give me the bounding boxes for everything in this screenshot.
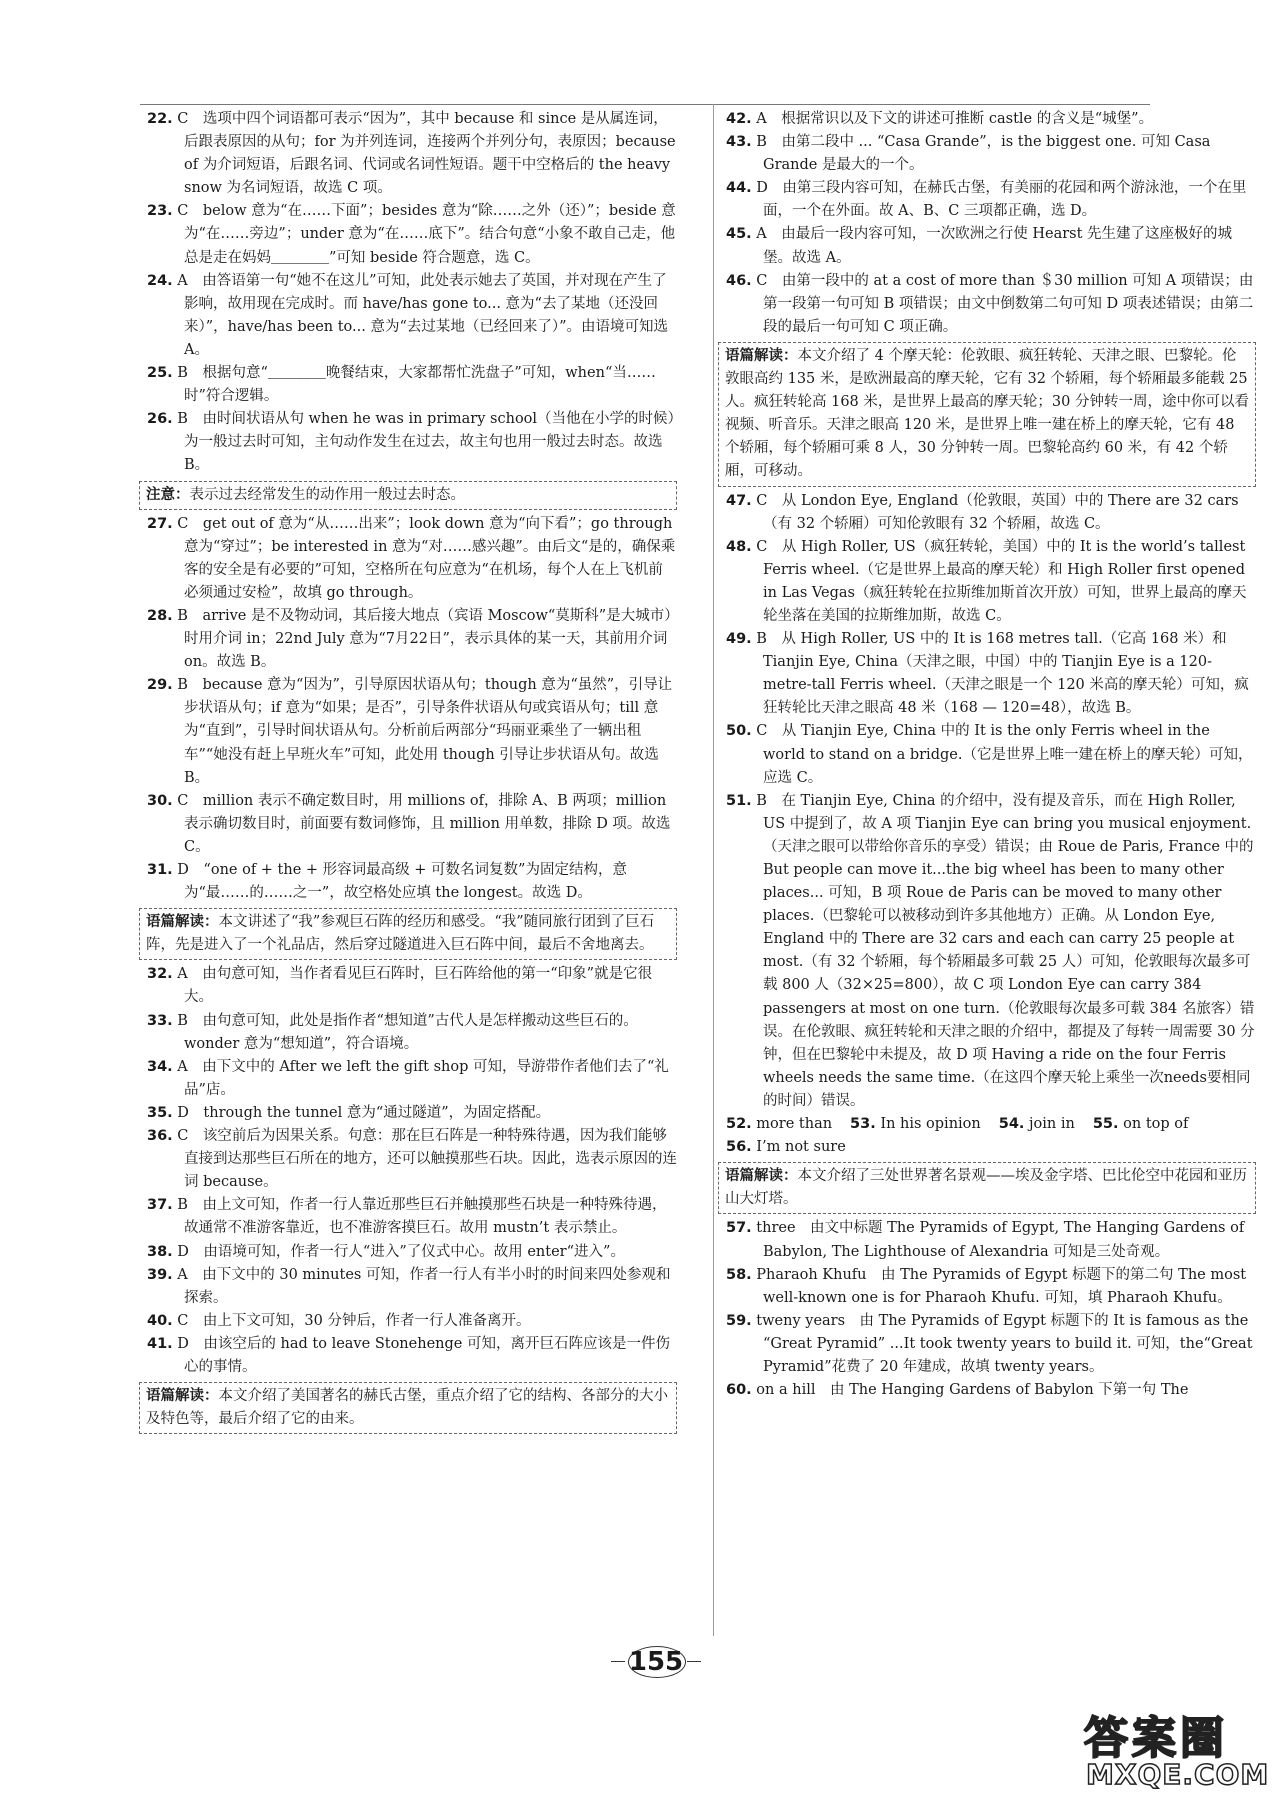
- answer-inline-item: [999, 1116, 1075, 1132]
- answer-text: D 由该空后的 had to leave Stonehenge 可知，离开巨石阵应该是一件伤心的事情。: [177, 1335, 670, 1375]
- note-box: [139, 1382, 677, 1434]
- note-box-title: 语篇解读：: [146, 1388, 219, 1405]
- answer-text: D 由第三段内容可知，在赫氏古堡，有美丽的花园和两个游泳池，一个在里面，一个在外面。故 A、B、C 三项都正确，选 D。: [756, 180, 1247, 220]
- answer-number: 55.: [1092, 1116, 1119, 1133]
- watermark-bottom-text: MXQE.COM: [1086, 1758, 1270, 1791]
- note-box-text: 本文介绍了三处世界著名景观——埃及金字塔、巴比伦空中花园和亚历山大灯塔。: [725, 1168, 1247, 1208]
- answer-text: B 从 High Roller, US 中的 It is 168 metres tall.（它高 168 米）和 Tianjin Eye, China（天津之眼，中国）中的 Tianjin Eye is a 120-metre-tall Ferris wheel.（天津之眼是一个 120 米高的摩天轮）可知，疯狂转轮比天津之眼高 48 米（168 — 120=48），故选 B。: [756, 631, 1249, 717]
- answer-text: A 根据常识以及下文的讲述可推断 castle 的含义是“城堡”。: [756, 111, 1154, 127]
- answer-inline-item: [1093, 1116, 1189, 1132]
- answer-text: A 由下文中的 30 minutes 可知，作者一行人有半小时的时间来四处参观和探索。: [177, 1266, 671, 1306]
- answer-text: Pharaoh Khufu 由 The Pyramids of Egypt 标题下的第二句 The most well-known one is for Pharaoh Khufu. 可知，填 Pharaoh Khufu。: [756, 1266, 1251, 1306]
- answer-number: 29.: [147, 677, 173, 694]
- answer-number: 40.: [147, 1312, 173, 1329]
- answer-text: B 由时间状语从句 when he was in primary school（当他在小学的时候）为一般过去时可知，主句动作发生在过去，故主句也用一般过去时态。故选 B。: [177, 411, 675, 474]
- answer-item: [147, 859, 677, 905]
- answer-item: [726, 490, 1256, 536]
- answer-text: C 选项中四个词语都可表示“因为”，其中 because 和 since 是从属连词，后跟表原因的从句；for 为并列连词，连接两个并列分句，表原因；because of 为介词短语，后跟名词、代词或名词性短语。题干中空格后的 the heavy snow 为名词短语，故选 C 项。: [177, 111, 681, 197]
- answer-inline-row: [726, 1113, 1256, 1136]
- answer-text: A 由最后一段内容可知，一次欧洲之行使 Hearst 先生建了这座极好的城堡。故选 A。: [756, 226, 1233, 266]
- answer-item: [147, 674, 677, 789]
- answer-number: 60.: [726, 1382, 752, 1399]
- answer-item: [147, 1194, 677, 1240]
- answer-inline-item: [726, 1116, 832, 1132]
- page-number-text: 155: [628, 1647, 684, 1677]
- answer-item: [147, 790, 677, 859]
- answer-text: C million 表示不确定数目时，用 millions of，排除 A、B 两项；million 表示确切数目时，前面要有数词修饰，且 million 用单数，排除 D 项。故选 C。: [177, 792, 676, 855]
- answer-text: D “one of + the + 形容词最高级 + 可数名词复数”为固定结构，意为“最……的……之一”，故空格处应填 the longest。故选 D。: [177, 862, 627, 902]
- answer-number: 57.: [726, 1220, 752, 1237]
- answer-inline-row: [726, 1136, 1256, 1159]
- answer-number: 27.: [147, 515, 173, 532]
- answer-number: 46.: [726, 272, 752, 289]
- answer-number: 25.: [147, 365, 173, 382]
- answer-number: 53.: [850, 1116, 876, 1133]
- answer-item: [147, 1010, 677, 1056]
- answer-item: [726, 177, 1256, 223]
- answer-text: A 由答语第一句“她不在这儿”可知，此处表示她去了英国，并对现在产生了影响，故用现在完成时。而 have/has gone to... 意为“去了某地（还没回来）”，have/has been to... 意为“去过某地（已经回来了）”。由语境可知选 A。: [177, 272, 673, 358]
- answer-text: D through the tunnel 意为“通过隧道”，为固定搭配。: [177, 1104, 551, 1121]
- answer-item: [726, 1217, 1256, 1263]
- note-box: [139, 481, 677, 510]
- answer-number: 58.: [726, 1266, 752, 1283]
- answer-number: 56.: [726, 1139, 752, 1156]
- answer-text: I’m not sure: [756, 1139, 846, 1156]
- note-box-text: 表示过去经常发生的动作用一般过去时态。: [189, 486, 465, 503]
- answer-item: [147, 1056, 677, 1102]
- answer-item: [147, 408, 677, 477]
- answer-text: C 该空前后为因果关系。句意：那在巨石阵是一种特殊待遇，因为我们能够直接到达那些巨石所在的地方，还可以触摸那些石块。因此，选表示原因的连词 because。: [177, 1128, 677, 1191]
- answer-number: 42.: [726, 111, 752, 127]
- watermark-top-text: 答案圈: [1084, 1713, 1228, 1764]
- watermark-logo: [1080, 1700, 1270, 1796]
- answer-number: 59.: [726, 1312, 752, 1329]
- answer-number: 28.: [147, 607, 173, 624]
- column-divider: [713, 104, 714, 1636]
- answer-text: on top of: [1123, 1116, 1189, 1133]
- answer-number: 24.: [147, 272, 173, 289]
- answer-text: C get out of 意为“从……出来”；look down 意为“向下看”；go through 意为“穿过”；be interested in 意为“对……感兴趣”。由后文“是的，确保乘客的安全是有必要的”可知，空格所在句应意为“在机场，每个人在上飞机前必须通过安检”，故填 go through。: [177, 515, 677, 601]
- answer-number: 37.: [147, 1197, 173, 1214]
- note-box-text: 本文介绍了 4 个摩天轮：伦敦眼、疯狂转轮、天津之眼、巴黎轮。伦敦眼高约 135 米，是欧洲最高的摩天轮，它有 32 个轿厢，每个轿厢最多能载 25 人。疯狂转轮高 168 米，是世界上最高的摩天轮；30 分钟转一周，途中你可以看视频、听音乐。天津之眼高 120 米，是世界上唯一建在桥上的摩天轮，它有 48 个轿厢，每个轿厢可乘 8 人，30 分钟转一周。巴黎轮高约 60 米，有 42 个轿厢，可移动。: [725, 347, 1249, 480]
- answer-text: B 在 Tianjin Eye, China 的介绍中，没有提及音乐，而在 High Roller, US 中提到了，故 A 项 Tianjin Eye can bring you musical enjoyment.（天津之眼可以带给你音乐的享受）错误；由 Roue de Paris, France 中的 But people can move it...the big wheel has been to many other places... 可知，B 项 Roue de Paris can be moved to many other places.（巴黎轮可以被移动到许多其他地方）正确。从 London Eye, England 中的 There are 32 cars and each can carry 25 people at most.（有 32 个轿厢，每个轿厢最多可载 25 人）可知，伦敦眼每次最多可载 800 人（32×25=800），故 C 项 London Eye can carry 384 passengers at most on one turn.（伦敦眼每次最多可载 384 名旅客）错误。在伦敦眼、疯狂转轮和天津之眼的介绍中，都提及了每转一周需要 30 分钟，但在巴黎轮中未提及，故 D 项 Having a ride on the four Ferris wheels needs the same time.（在这四个摩天轮上乘坐一次needs要相同的时间）错误。: [756, 792, 1259, 1109]
- answer-text: B because 意为“因为”，引导原因状语从句；though 意为“虽然”，引导让步状语从句；if 意为“如果；是否”，引导条件状语从句或宾语从句；till 意为“直到”，引导时间状语从句。分析前后两部分“玛丽亚乘坐了一辆出租车”“她没有赶上早班火车”可知，此处用 though 引导让步状语从句。故选 B。: [177, 677, 673, 786]
- answer-item: [147, 1333, 677, 1379]
- answer-text: B arrive 是不及物动词，其后接大地点（宾语 Moscow“莫斯科”是大城市）时用介词 in；22nd July 意为“7月22日”，表示具体的某一天，其前用介词 on。故选 B。: [177, 607, 672, 671]
- answer-number: 34.: [147, 1058, 173, 1075]
- answer-number: 52.: [726, 1116, 752, 1133]
- answer-item: [147, 200, 677, 269]
- answer-text: In his opinion: [880, 1116, 981, 1133]
- answer-text: B 由上文可知，作者一行人靠近那些巨石并触摸那些石块是一种特殊待遇，故通常不准游客靠近，也不准游客摸巨石。故用 mustn’t 表示禁止。: [177, 1197, 667, 1237]
- answer-number: 43.: [726, 134, 752, 151]
- note-box-title: 语篇解读：: [146, 914, 219, 931]
- answer-text: C 由上下文可知，30 分钟后，作者一行人准备离开。: [177, 1312, 531, 1329]
- answer-number: 50.: [726, 723, 752, 740]
- answer-number: 44.: [726, 180, 752, 197]
- answer-text: tweny years 由 The Pyramids of Egypt 标题下的 It is famous as the “Great Pyramid” ...It took twenty years to build it. 可知，the“Great Pyramid”花费了 20 年建成，故填 twenty years。: [756, 1312, 1258, 1375]
- answer-text: C 从 High Roller, US（疯狂转轮，美国）中的 It is the world’s tallest Ferris wheel.（它是世界上最高的摩天轮）和 High Roller first opened in Las Vegas（疯狂转轮在拉斯维加斯首次开放）可知，世界上最高的摩天轮坐落在美国的拉斯维加斯，故选 C。: [756, 538, 1250, 624]
- left-column: [146, 108, 681, 1437]
- answer-number: 48.: [726, 538, 752, 555]
- note-box-text: 本文介绍了美国著名的赫氏古堡，重点介绍了它的结构、各部分的大小及特色等，最后介绍了它的由来。: [146, 1388, 668, 1428]
- answer-number: 51.: [726, 792, 752, 809]
- answer-number: 47.: [726, 492, 752, 509]
- answer-item: [147, 963, 677, 1009]
- answer-item: [147, 1264, 677, 1310]
- note-box: [139, 908, 677, 960]
- answer-item: [147, 1102, 677, 1125]
- answer-number: 31.: [147, 862, 173, 878]
- answer-text: A 由句意可知，当作者看见巨石阵时，巨石阵给他的第一“印象”就是它很大。: [177, 966, 653, 1006]
- answer-text: A 由下文中的 After we left the gift shop 可知，导游带作者他们去了“礼品”店。: [177, 1058, 669, 1098]
- answer-text: B 根据句意“＿＿＿＿晚餐结束，大家都帮忙洗盘子”可知，when“当……时”符合逻辑。: [177, 365, 656, 405]
- answer-text: B 由句意可知，此处是指作者“想知道”古代人是怎样搬动这些巨石的。wonder 意为“想知道”，符合语境。: [177, 1012, 638, 1052]
- answer-number: 45.: [726, 226, 752, 243]
- answer-text: C 从 London Eye, England（伦敦眼，英国）中的 There are 32 cars（有 32 个轿厢）可知伦敦眼有 32 个轿厢，故选 C。: [756, 492, 1239, 532]
- answer-text: three 由文中标题 The Pyramids of Egypt, The Hanging Gardens of Babylon, The Lighthouse of Alexandria 可知是三处奇观。: [756, 1220, 1249, 1260]
- answer-text: D 由语境可知，作者一行人“进入”了仪式中心。故用 enter“进入”。: [177, 1243, 625, 1260]
- answer-text: more than: [756, 1116, 833, 1133]
- answer-item: [147, 362, 677, 408]
- note-box-title: 注意：: [146, 486, 190, 503]
- answer-item: [726, 1379, 1256, 1402]
- answer-text: C below 意为“在……下面”；besides 意为“除……之外（还）”；beside 意为“在……旁边”；under 意为“在……底下”。结合句意“小象不敢自己走，他总是走在妈妈＿＿＿＿”可知 beside 符合题意，选 C。: [177, 203, 676, 266]
- note-box-title: 语篇解读：: [725, 1168, 798, 1185]
- answer-item: [726, 790, 1259, 1113]
- answer-number: 32.: [147, 966, 173, 983]
- answer-item: [147, 108, 681, 200]
- answer-inline-item: [726, 1139, 846, 1155]
- answer-item: [726, 131, 1256, 177]
- top-rule: [140, 104, 1150, 105]
- answer-text: join in: [1029, 1116, 1075, 1133]
- answer-number: 35.: [147, 1104, 173, 1121]
- answer-inline-item: [850, 1116, 981, 1132]
- answer-item: [726, 1310, 1256, 1379]
- answer-item: [726, 1264, 1256, 1310]
- note-box-title: 语篇解读：: [725, 347, 798, 364]
- answer-item: [726, 628, 1256, 720]
- answer-item: [726, 223, 1256, 269]
- answer-number: 54.: [998, 1116, 1025, 1133]
- answer-text: C 从 Tianjin Eye, China 中的 It is the only Ferris wheel in the world to stand on a bridge.（它是世界上唯一建在桥上的摩天轮）可知，应选 C。: [756, 723, 1253, 786]
- answer-text: on a hill 由 The Hanging Gardens of Babylon 下第一句 The: [756, 1382, 1189, 1399]
- page-number: [601, 1645, 711, 1679]
- answer-number: 23.: [147, 203, 173, 220]
- answer-number: 39.: [147, 1266, 173, 1283]
- answer-item: [147, 1241, 677, 1264]
- answer-item: [147, 513, 677, 605]
- answer-number: 26.: [147, 411, 173, 428]
- answer-number: 49.: [726, 631, 752, 648]
- answer-item: [726, 536, 1256, 628]
- answer-item: [147, 1310, 677, 1333]
- answer-number: 33.: [147, 1012, 173, 1029]
- note-box: [718, 1162, 1256, 1214]
- answer-item: [147, 605, 677, 674]
- answer-number: 41.: [147, 1335, 173, 1352]
- answer-text: B 由第二段中 ... “Casa Grande”，is the biggest one. 可知 Casa Grande 是最大的一个。: [756, 134, 1216, 174]
- answer-number: 30.: [147, 792, 173, 809]
- right-column: [725, 108, 1259, 1402]
- answer-number: 22.: [147, 111, 173, 127]
- note-box: [718, 342, 1256, 487]
- answer-item: [726, 720, 1256, 789]
- answer-item: [726, 270, 1256, 339]
- answer-text: C 由第一段中的 at a cost of more than ＄30 million 可知 A 项错误；由第一段第一句可知 B 项错误；由文中倒数第二句可知 D 项表述错误；由第二段的最后一句可知 C 项正确。: [756, 272, 1254, 335]
- answer-item: [726, 108, 1256, 131]
- answer-number: 36.: [147, 1128, 173, 1145]
- answer-item: [147, 1125, 677, 1194]
- answer-item: [147, 270, 677, 362]
- answer-number: 38.: [147, 1243, 173, 1260]
- note-box-text: 本文讲述了“我”参观巨石阵的经历和感受。“我”随同旅行团到了巨石阵，先是进入了一个礼品店，然后穿过隧道进入巨石阵中间，最后不舍地离去。: [146, 914, 655, 954]
